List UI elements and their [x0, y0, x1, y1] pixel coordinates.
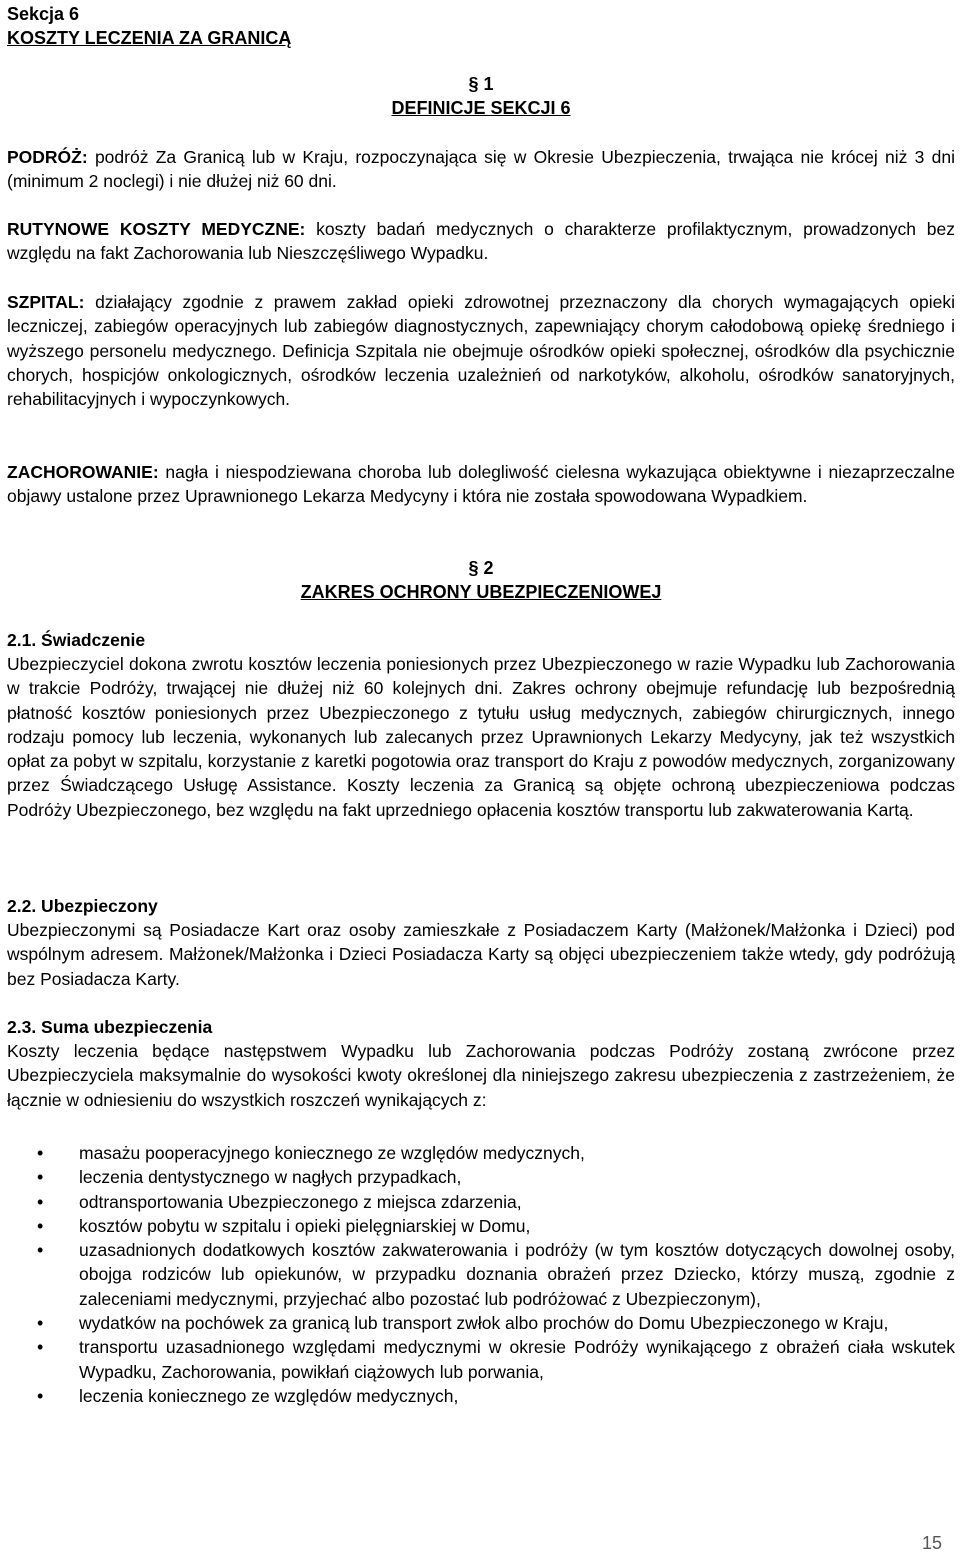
definition-rutynowe-koszty	[7, 217, 955, 266]
part1-number: § 1	[468, 74, 494, 94]
definition-text: podróż Za Granicą lub w Kraju, rozpoczynająca się w Okresie Ubezpieczenia, trwająca nie krócej niż 3 dni (minimum 2 noclegi) i nie dłużej niż 60 dni.	[7, 147, 955, 192]
part1-title: DEFINICJE SEKCJI 6	[391, 98, 571, 118]
list-item: • masażu pooperacyjnego koniecznego ze względów medycznych,	[7, 1141, 955, 1165]
definition-text: nagła i niespodziewana choroba lub dolegliwość cielesna wykazująca obiektywne i niezaprzeczalne objawy ustalone przez Uprawnionego Lekarza Medycyny i która nie została spowodowana Wypadkiem.	[7, 462, 955, 507]
coverage-bullet-list	[7, 1141, 955, 1408]
definition-podroz	[7, 145, 955, 194]
definition-text: działający zgodnie z prawem zakład opieki zdrowotnej przeznaczony dla chorych wymagających opieki leczniczej, zabiegów operacyjnych lub zabiegów diagnostycznych, zapewniający chorym całodobową opiekę średniego i wyższego personelu medycznego. Definicja Szpitala nie obejmuje ośrodków opieki społecznej, ośrodków dla psychicznie chorych, hospicjów onkologicznych, ośrodków leczenia uzależnień od narkotyków, alkoholu, ośrodków sanatoryjnych, rehabilitacyjnych i wypoczynkowych.	[7, 292, 955, 410]
definition-term: SZPITAL:	[7, 292, 85, 312]
section-title: KOSZTY LECZENIA ZA GRANICĄ	[7, 28, 292, 48]
definition-zachorowanie	[7, 460, 955, 509]
list-item: • uzasadnionych dodatkowych kosztów zakwaterowania i podróży (w tym kosztów dotyczących dowolnej osoby, obojga rodziców lub opiekunów, w przypadku doznania obrażeń przez Dziecko, którzy muszą, zgodnie z zaleceniami medycznymi, przyjechać albo pozostać lub podróżować z Ubezpieczonym),	[7, 1238, 955, 1311]
subsection-text-2-1: Ubezpieczyciel dokona zwrotu kosztów leczenia poniesionych przez Ubezpieczonego w razie Wypadku lub Zachorowania w trakcie Podróży, trwającej nie dłużej niż 60 kolejnych dni. Zakres ochrony obejmuje refundację lub bezpośrednią płatność kosztów poniesionych przez Ubezpieczonego z tytułu usług medycznych, zabiegów chirurgicznych, innego rodzaju pomocy lub leczenia, wykonanych lub zalecanych przez Uprawnionych Lekarzy Medycyny, jak też wszystkich opłat za pobyt w szpitalu, korzystanie z karetki pogotowia oraz transport do Kraju z powodów medycznych, zorganizowany przez Świadczącego Usługę Assistance. Koszty leczenia za Granicą są objęte ochroną ubezpieczeniowa podczas Podróży Ubezpieczonego, bez względu na fakt uprzedniego opłacenia kosztów transportu lub zakwaterowania Kartą.	[7, 654, 955, 820]
part1-heading	[7, 72, 955, 120]
page-number: 15	[921, 1533, 942, 1553]
list-item: • leczenia koniecznego ze względów medycznych,	[7, 1384, 955, 1408]
list-item: • leczenia dentystycznego w nagłych przypadkach,	[7, 1165, 955, 1189]
definition-term: PODRÓŻ:	[7, 147, 88, 167]
subsection-text-2-3: Koszty leczenia będące następstwem Wypadku lub Zachorowania podczas Podróży zostaną zwrócone przez Ubezpieczyciela maksymalnie do wysokości kwoty określonej dla niniejszego zakresu ubezpieczenia z zastrzeżeniem, że łącznie w odniesieniu do wszystkich roszczeń wynikających z:	[7, 1041, 955, 1110]
definition-szpital	[7, 290, 955, 411]
part2-title: ZAKRES OCHRONY UBEZPIECZENIOWEJ	[300, 582, 662, 602]
part2-heading	[7, 556, 955, 604]
list-item: • transportu uzasadnionego względami medycznymi w okresie Podróży wynikającego z obrażeń ciała wskutek Wypadku, Zachorowania, powikłań ciążowych lub porwania,	[7, 1335, 955, 1384]
section-label: Sekcja 6	[7, 4, 80, 24]
definition-term: ZACHOROWANIE:	[7, 462, 159, 482]
subsection-heading-2-2: 2.2. Ubezpieczony	[7, 896, 158, 916]
subsection-text-2-2: Ubezpieczonymi są Posiadacze Kart oraz osoby zamieszkałe z Posiadaczem Karty (Małżonek/Małżonka i Dzieci) pod wspólnym adresem. Małżonek/Małżonka i Dzieci Posiadacza Karty są objęci ubezpieczeniem także wtedy, gdy podróżują bez Posiadacza Karty.	[7, 920, 955, 989]
list-item: • kosztów pobytu w szpitalu i opieki pielęgniarskiej w Domu,	[7, 1214, 955, 1238]
subsection-heading-2-3: 2.3. Suma ubezpieczenia	[7, 1017, 213, 1037]
list-item: • odtransportowania Ubezpieczonego z miejsca zdarzenia,	[7, 1190, 955, 1214]
definition-term: RUTYNOWE KOSZTY MEDYCZNE:	[7, 219, 306, 239]
list-item: • wydatków na pochówek za granicą lub transport zwłok albo prochów do Domu Ubezpieczonego w Kraju,	[7, 1311, 955, 1335]
part2-number: § 2	[468, 558, 494, 578]
subsection-heading-2-1: 2.1. Świadczenie	[7, 630, 146, 650]
definition-text: koszty badań medycznych o charakterze profilaktycznym, prowadzonych bez względu na fakt Zachorowania lub Nieszczęśliwego Wypadku.	[7, 219, 955, 264]
